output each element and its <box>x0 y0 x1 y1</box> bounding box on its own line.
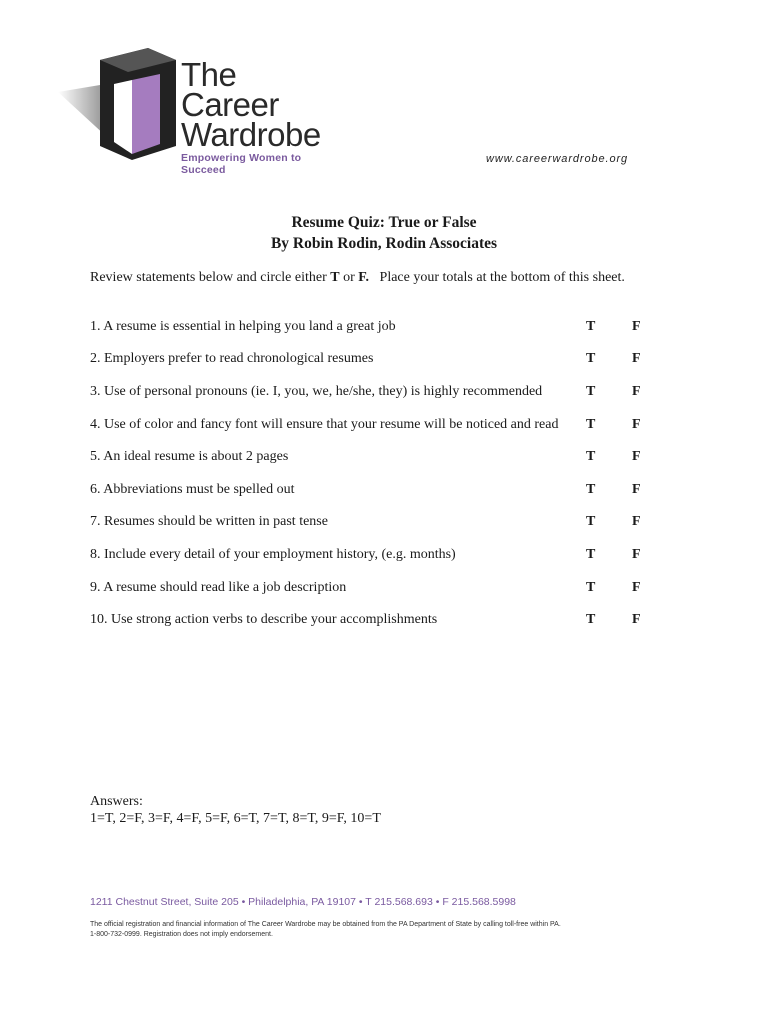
instructions-start: Review statements below and circle either <box>90 270 331 285</box>
question-row <box>90 417 650 437</box>
quiz-author: By Robin Rodin, Rodin Associates <box>270 235 498 252</box>
question-text: 5. An ideal resume is about 2 pages <box>90 449 289 464</box>
question-row <box>90 319 650 339</box>
instructions <box>90 270 625 286</box>
question-text: 10. Use strong action verbs to describe your accomplishments <box>90 612 438 627</box>
career-wardrobe-logo <box>58 44 348 176</box>
false-option[interactable]: F <box>632 449 641 464</box>
false-option[interactable]: F <box>632 319 641 334</box>
website-url: www.careerwardrobe.org <box>486 153 629 165</box>
true-option[interactable]: T <box>586 612 596 627</box>
question-text: 8. Include every detail of your employment history, (e.g. months) <box>90 547 456 562</box>
question-text: 4. Use of color and fancy font will ensure that your resume will be noticed and read <box>90 417 559 432</box>
footer-note-line2: 1-800-732-0999. Registration does not imply endorsement. <box>90 931 273 938</box>
question-text: 3. Use of personal pronouns (ie. I, you, we, he/she, they) is highly recommended <box>90 384 543 399</box>
logo-text-career: Career <box>181 86 279 123</box>
question-row <box>90 580 650 600</box>
false-option[interactable]: F <box>632 417 641 432</box>
question-text: 1. A resume is essential in helping you land a great job <box>90 319 396 334</box>
question-text: 9. A resume should read like a job description <box>90 580 347 595</box>
footer-registration-note <box>90 920 630 940</box>
false-option[interactable]: F <box>632 482 641 497</box>
true-option[interactable]: T <box>586 319 596 334</box>
true-option[interactable]: T <box>586 417 596 432</box>
quiz-title: Resume Quiz: True or False <box>291 214 477 231</box>
answers-label: Answers: <box>90 794 143 809</box>
true-option[interactable]: T <box>586 384 596 399</box>
question-text: 7. Resumes should be written in past tense <box>90 514 328 529</box>
false-option[interactable]: F <box>632 514 641 529</box>
answers-section <box>90 793 381 827</box>
true-option[interactable]: T <box>586 351 596 366</box>
question-row <box>90 547 650 567</box>
logo-text-the: The <box>181 56 237 93</box>
footer-address: 1211 Chestnut Street, Suite 205 • Philadelphia, PA 19107 • T 215.568.693 • F 215.568.5998 <box>90 896 516 908</box>
logo-text-wardrobe: Wardrobe <box>181 116 321 153</box>
question-row <box>90 482 650 502</box>
instructions-end: Place your totals at the bottom of this sheet. <box>369 270 625 285</box>
wardrobe-logo-icon <box>58 44 183 164</box>
false-option[interactable]: F <box>632 547 641 562</box>
false-option[interactable]: F <box>632 612 641 627</box>
false-option[interactable]: F <box>632 580 641 595</box>
instructions-or: or <box>339 270 359 285</box>
question-text: 6. Abbreviations must be spelled out <box>90 482 295 497</box>
true-option[interactable]: T <box>586 449 596 464</box>
true-option[interactable]: T <box>586 580 596 595</box>
question-text: 2. Employers prefer to read chronological resumes <box>90 351 374 366</box>
footer-note-line1: The official registration and financial information of The Career Wardrobe may be obtained from the PA Department of State by calling toll-free within PA. <box>90 921 561 928</box>
answers-value: 1=T, 2=F, 3=F, 4=F, 5=F, 6=T, 7=T, 8=T, 9=F, 10=T <box>90 811 381 826</box>
true-option[interactable]: T <box>586 482 596 497</box>
question-row <box>90 449 650 469</box>
question-row <box>90 351 650 371</box>
true-option[interactable]: T <box>586 514 596 529</box>
question-row <box>90 384 650 404</box>
question-row <box>90 514 650 534</box>
false-option[interactable]: F <box>632 384 641 399</box>
question-row <box>90 612 650 632</box>
true-option[interactable]: T <box>586 547 596 562</box>
logo-tagline: Empowering Women to Succeed <box>181 152 302 176</box>
instructions-false: F. <box>358 270 370 285</box>
false-option[interactable]: F <box>632 351 641 366</box>
instructions-true: T <box>330 270 340 285</box>
